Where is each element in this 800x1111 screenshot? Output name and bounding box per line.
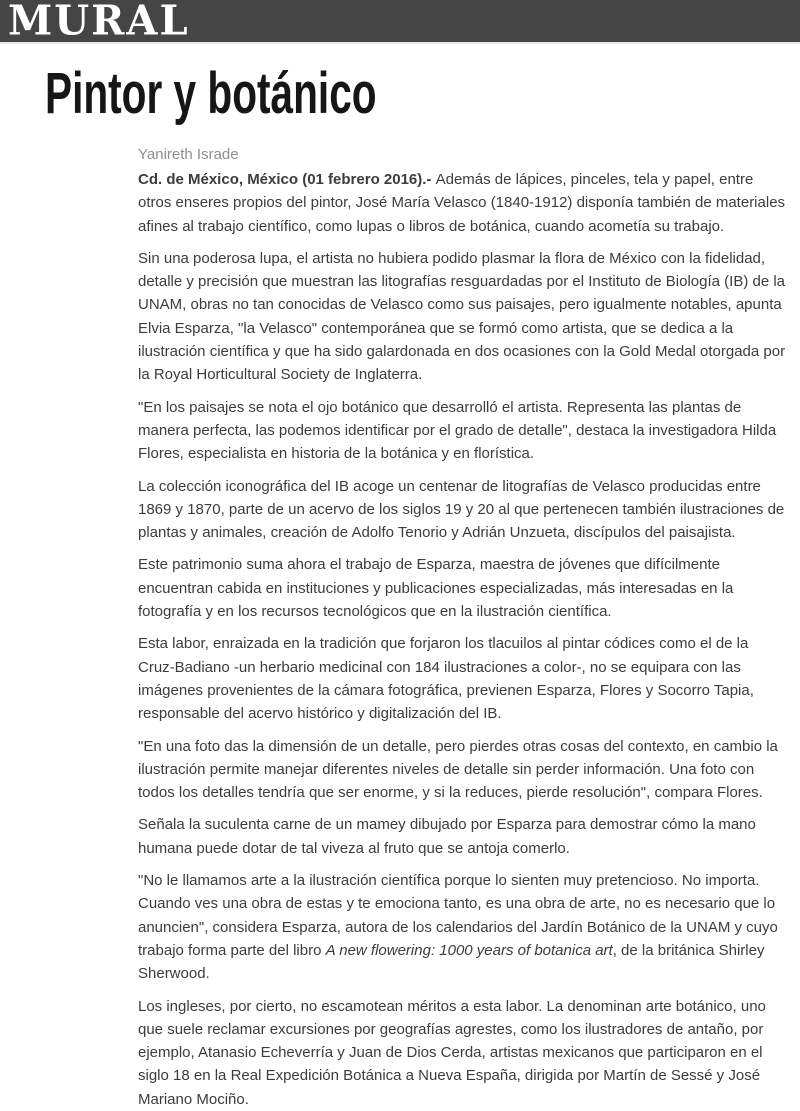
article-body bbox=[138, 145, 788, 1111]
article bbox=[0, 63, 800, 1111]
article-paragraph bbox=[138, 396, 788, 466]
article-paragraph bbox=[138, 735, 788, 805]
article-paragraph bbox=[138, 995, 788, 1111]
paragraph-text: Los ingleses, por cierto, no escamotean méritos a esta labor. La denominan arte botánico, uno que suele reclamar excursiones por geografías agrestes, como los ilustradores de antaño, por ejemplo, Atanasio Echeverría y Juan de Dios Cerda, artistas mexicanos que participaron en el siglo 18 en la Real Expedición Botánica a Nueva España, dirigida por Martín de Sessé y José Mariano Mociño. bbox=[138, 997, 766, 1108]
paragraph-text: La colección iconográfica del IB acoge un centenar de litografías de Velasco producidas entre 1869 y 1870, parte de un acervo de los siglos 19 y 20 al que pertenecen también ilustraciones de plantas y animales, creación de Adolfo Tenorio y Adrián Unzueta, discípulos del paisajista. bbox=[138, 477, 785, 542]
paragraph-text: "En los paisajes se nota el ojo botánico que desarrolló el artista. Representa las plantas de manera perfecta, las podemos identificar por el grado de detalle", destaca la investigadora Hilda Flores, especialista en historia de la botánica y en florística. bbox=[138, 398, 777, 463]
paragraph-text: "En una foto das la dimensión de un detalle, pero pierdes otras cosas del contexto, en cambio la ilustración permite manejar diferentes niveles de detalle sin perder información. Una foto con todos los detalles tendría que ser enorme, y si la reduces, pierde resolución", compara Flores. bbox=[138, 737, 778, 802]
paragraph-text: "No le llamamos arte a la ilustración científica porque lo sienten muy pretencioso. No importa. Cuando ves una obra de estas y te emociona tanto, es una obra de arte, no es necesario que lo anuncien", considera Esparza, autora de los calendarios del Jardín Botánico de la UNAM y cuyo trabajo forma parte del libro bbox=[138, 872, 778, 959]
article-paragraph bbox=[138, 869, 788, 985]
paragraph-text: Esta labor, enraizada en la tradición que forjaron los tlacuilos al pintar códices como el de la Cruz-Badiano -un herbario medicinal con 184 ilustraciones a color-, no se equipara con las imágenes provenientes de la cámara fotográfica, previenen Esparza, Flores y Socorro Tapia, responsable del acervo histórico y digitalización del IB. bbox=[138, 635, 754, 723]
article-paragraph bbox=[138, 475, 788, 545]
article-paragraph bbox=[138, 553, 788, 623]
book-title: A new flowering: 1000 years of botanica art bbox=[325, 941, 613, 959]
article-paragraph bbox=[138, 168, 788, 238]
article-paragraph bbox=[138, 813, 788, 860]
article-paragraph bbox=[138, 632, 788, 725]
dateline-lead-in: Cd. de México, México (01 febrero 2016).- bbox=[138, 171, 436, 188]
paragraph-text: Este patrimonio suma ahora el trabajo de Esparza, maestra de jóvenes que difícilmente encuentran cabida en instituciones y publicaciones especializadas, más interesadas en la fotografía y en los recursos tecnológicos que en la ilustración científica. bbox=[138, 556, 734, 621]
paragraph-text: , de la británica Shirley Sherwood. bbox=[138, 941, 765, 983]
paragraph-text: Sin una poderosa lupa, el artista no hubiera podido plasmar la flora de México con la fidelidad, detalle y precisión que muestran las litografías resguardadas por el Instituto de Biología (IB) de la UNAM, obras no tan conocidas de Velasco como sus paisajes, pero igualmente notables, apunta Elvia Esparza, "la Velasco" contemporánea que se formó como artista, que se dedica a la ilustración científica y que ha sido galardonada en dos ocasiones con la Gold Medal otorgada por la Royal Horticultural Society de Inglaterra. bbox=[138, 249, 786, 384]
mural-logo[interactable]: MURAL bbox=[8, 0, 190, 45]
paragraph-text: Además de lápices, pinceles, tela y papel, entre otros enseres propios del pintor, José María Velasco (1840-1912) disponía también de materiales afines al trabajo científico, como lupas o libros de botánica, cuando acometía su trabajo. bbox=[138, 171, 786, 235]
article-paragraph bbox=[138, 247, 788, 387]
masthead bbox=[0, 0, 800, 44]
byline: Yanireth Israde bbox=[138, 146, 239, 163]
article-title: Pintor y botánico bbox=[45, 61, 377, 126]
paragraph-text: Señala la suculenta carne de un mamey dibujado por Esparza para demostrar cómo la mano humana puede dotar de tal viveza al fruto que se antoja comerlo. bbox=[138, 816, 756, 857]
